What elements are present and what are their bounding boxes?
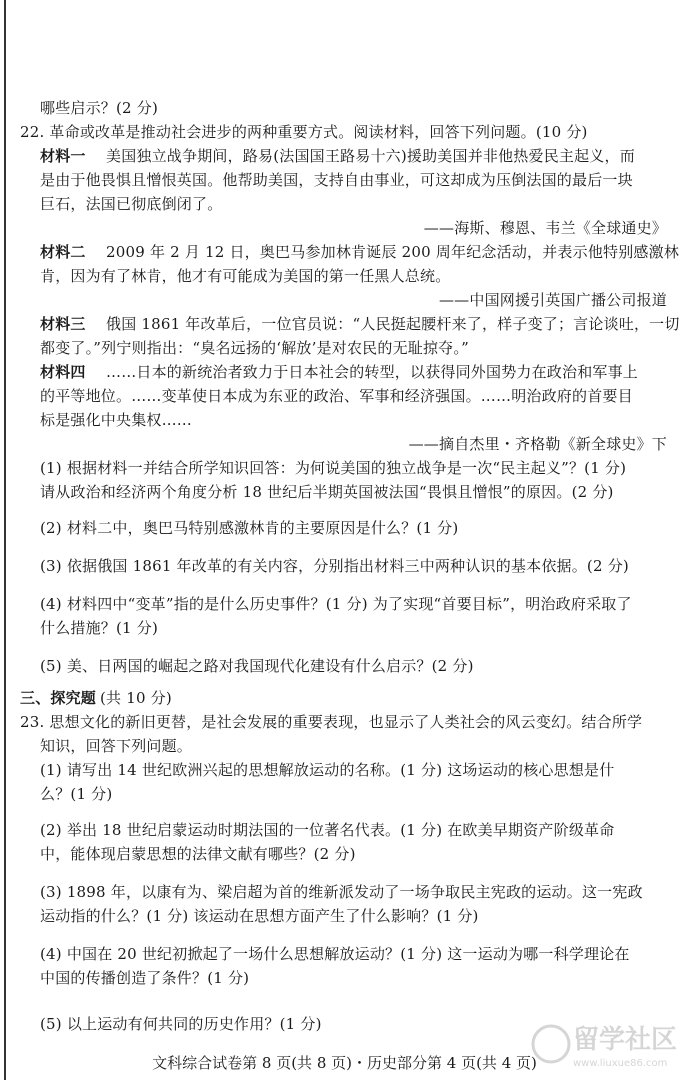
text-line: 的平等地位。……变革使日本成为东亚的政治、军事和经济强国。……明治政府的首要目 (40, 387, 633, 405)
sub-question: (5) 美、日两国的崛起之路对我国现代化建设有什么启示？(2 分) (40, 657, 474, 675)
sub-question: (4) 材料四中“变革”指的是什么历史事件？(1 分) 为了实现“首要目标”，明治政府采取了 (40, 595, 632, 613)
sub-question: 么？(1 分) (40, 785, 113, 803)
text-line: 2009 年 2 月 12 日，奥巴马参加林肯诞辰 200 周年纪念活动，并表示他特别感激林 (106, 243, 680, 261)
watermark-url: www.liuxue86.com (573, 1058, 668, 1069)
section-3-heading: 三、探究题 (20, 689, 97, 707)
sub-question: 什么措施？(1 分) (40, 619, 159, 637)
text-line: 是由于他畏惧且憎恨英国。他帮助美国，支持自由事业，可这却成为压倒法国的最后一块 (40, 171, 633, 189)
source-citation: ——中国网援引英国广播公司报道 (438, 291, 667, 309)
text-line: ……日本的新统治者致力于日本社会的转型，以获得同外国势力在政治和军事上 (106, 363, 639, 381)
sub-question: (3) 依据俄国 1861 年改革的有关内容，分别指出材料三中两种认识的基本依据。(2 分) (40, 557, 629, 575)
watermark-circle-icon (533, 1026, 569, 1062)
page-footer: 文科综合试卷第 8 页(共 8 页)・历史部分第 4 页(共 4 页) (152, 1054, 537, 1072)
watermark-text: 留学社区 (573, 1025, 678, 1055)
text-line: 美国独立战争期间，路易(法国国王路易十六)援助美国并非他热爱民主起义，而 (106, 147, 635, 165)
sub-question: (2) 举出 18 世纪启蒙运动时期法国的一位著名代表。(1 分) 在欧美早期资产阶级革命 (40, 821, 615, 839)
text-line: 肯，因为有了林肯，他才有可能成为美国的第一任黑人总统。 (40, 267, 451, 285)
material-2-label: 材料二 (40, 243, 86, 261)
sub-question: (1) 请写出 14 世纪欧洲兴起的思想解放运动的名称。(1 分) 这场运动的核心思想是什 (40, 761, 615, 779)
sub-question: (5) 以上运动有何共同的历史作用？(1 分) (40, 1015, 322, 1033)
material-3-label: 材料三 (40, 315, 86, 333)
text-line: 知识，回答下列问题。 (40, 737, 193, 755)
watermark-logo (503, 1014, 683, 1074)
section-3-points: (共 10 分) (100, 689, 172, 707)
source-citation: ——海斯、穆恩、韦兰《全球通史》 (423, 219, 667, 237)
text-line: 哪些启示？(2 分) (40, 99, 159, 117)
sub-question: 请从政治和经济两个角度分析 18 世纪后半期英国被法国“畏惧且憎恨”的原因。(2 分) (40, 483, 614, 501)
sub-question: (1) 根据材料一并结合所学知识回答：为何说美国的独立战争是一次“民主起义”？(1 分) (40, 459, 627, 477)
text-line: 巨石，法国已彻底倒闭了。 (40, 195, 223, 213)
sub-question: (3) 1898 年，以康有为、梁启超为首的维新派发动了一场争取民主宪政的运动。这一宪政 (40, 883, 643, 901)
text-line: 都变了。”列宁则指出：“臭名远扬的‘解放’是对农民的无耻掠夺。” (40, 339, 469, 357)
source-citation: ——摘自杰里・齐格勒《新全球史》下 (408, 435, 667, 453)
sub-question: 中，能体现启蒙思想的法律文献有哪些？(2 分) (40, 845, 356, 863)
sub-question: 中国的传播创造了条件？(1 分) (40, 969, 250, 987)
text-line: 俄国 1861 年改革后，一位官员说：“人民挺起腰杆来了，样子变了；言论谈吐，一切 (106, 315, 680, 333)
material-4-label: 材料四 (40, 363, 86, 381)
text-line: 标是强化中央集权…… (40, 411, 193, 429)
material-1-label: 材料一 (40, 147, 86, 165)
sub-question: (2) 材料二中，奥巴马特别感激林肯的主要原因是什么？(1 分) (40, 519, 459, 537)
question-23-heading: 23. 思想文化的新旧更替，是社会发展的重要表现，也显示了人类社会的风云变幻。结合所学 (20, 713, 643, 731)
question-22-heading: 22. 革命或改革是推动社会进步的两种重要方式。阅读材料，回答下列问题。(10 分) (20, 123, 588, 141)
sub-question: (4) 中国在 20 世纪初掀起了一场什么思想解放运动？(1 分) 这一运动为哪一科学理论在 (40, 945, 630, 963)
sub-question: 运动指的什么？(1 分) 该运动在思想方面产生了什么影响？(1 分) (40, 907, 479, 925)
